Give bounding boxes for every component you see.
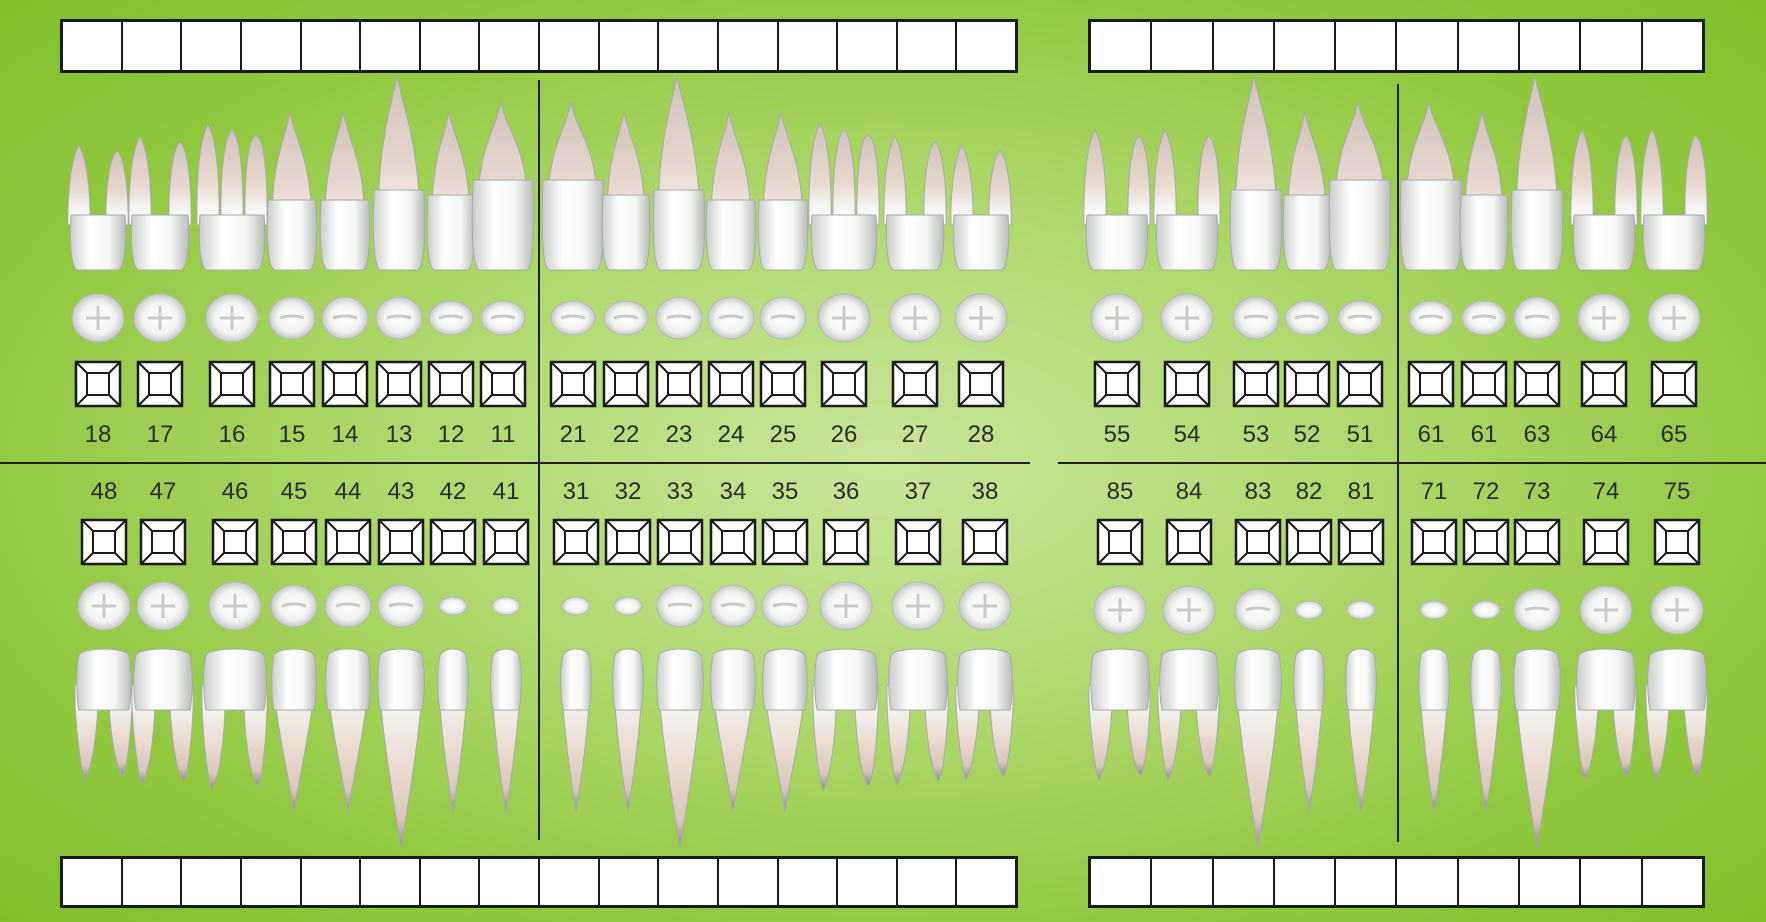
tooth-surface-box[interactable] <box>657 362 701 406</box>
tooth-number-label: 26 <box>830 421 858 448</box>
tooth-number-label: 15 <box>278 421 306 448</box>
tooth-number-label: 54 <box>1173 421 1201 448</box>
tooth-upper-primary[interactable] <box>1511 76 1563 339</box>
tooth-lower-primary[interactable] <box>1471 601 1502 812</box>
tooth-upper-primary[interactable] <box>1641 130 1707 342</box>
tooth-surface-box[interactable] <box>481 362 525 406</box>
tooth-lower-primary[interactable] <box>1158 586 1219 780</box>
tooth-surface-box[interactable] <box>1412 520 1456 564</box>
tooth-upper-permanent[interactable] <box>758 112 808 339</box>
tooth-surface-box[interactable] <box>658 520 702 564</box>
tooth-surface-box[interactable] <box>431 520 475 564</box>
tooth-lower-permanent[interactable] <box>657 585 704 848</box>
tooth-number-label: 35 <box>771 478 799 505</box>
tooth-number-label: 22 <box>612 421 640 448</box>
tooth-number-label: 75 <box>1663 478 1691 505</box>
tooth-upper-permanent[interactable] <box>68 145 128 342</box>
tooth-upper-permanent[interactable] <box>373 76 425 339</box>
tooth-upper-permanent[interactable] <box>472 102 534 335</box>
tooth-surface-box[interactable] <box>1339 520 1383 564</box>
tooth-surface-box[interactable] <box>606 520 650 564</box>
tooth-number-label: 27 <box>901 421 929 448</box>
tooth-lower-permanent[interactable] <box>75 582 132 780</box>
tooth-number-label: 24 <box>717 421 745 448</box>
tooth-upper-primary[interactable] <box>1329 102 1391 335</box>
tooth-surface-box[interactable] <box>323 362 367 406</box>
tooth-number-label: 82 <box>1295 478 1323 505</box>
tooth-surface-box[interactable] <box>1655 520 1699 564</box>
tooth-surface-box[interactable] <box>1287 520 1331 564</box>
tooth-upper-permanent[interactable] <box>320 112 370 339</box>
tooth-upper-primary[interactable] <box>1283 112 1331 335</box>
tooth-surface-box[interactable] <box>76 362 120 406</box>
tooth-lower-permanent[interactable] <box>762 585 808 812</box>
tooth-surface-box[interactable] <box>604 362 648 406</box>
tooth-surface-box[interactable] <box>272 520 316 564</box>
tooth-number-label: 51 <box>1346 421 1374 448</box>
tooth-surface-box[interactable] <box>377 362 421 406</box>
tooth-number-label: 17 <box>146 421 174 448</box>
tooth-number-label: 71 <box>1420 478 1448 505</box>
tooth-number-label: 44 <box>334 478 362 505</box>
tooth-lower-primary[interactable] <box>1235 589 1282 848</box>
tooth-number-label: 43 <box>387 478 415 505</box>
tooth-upper-primary[interactable] <box>1154 130 1220 342</box>
tooth-lower-permanent[interactable] <box>613 597 644 812</box>
tooth-number-label: 84 <box>1175 478 1203 505</box>
tooth-number-label: 13 <box>385 421 413 448</box>
tooth-lower-primary[interactable] <box>1419 601 1450 812</box>
tooth-surface-box[interactable] <box>326 520 370 564</box>
tooth-number-label: 85 <box>1106 478 1134 505</box>
tooth-surface-box[interactable] <box>429 362 473 406</box>
tooth-lower-permanent[interactable] <box>202 582 267 790</box>
tooth-number-label: 45 <box>280 478 308 505</box>
tooth-surface-box[interactable] <box>1515 362 1559 406</box>
tooth-number-label: 37 <box>904 478 932 505</box>
tooth-number-label: 18 <box>84 421 112 448</box>
tooth-upper-primary[interactable] <box>1460 112 1508 335</box>
tooth-surface-box[interactable] <box>763 520 807 564</box>
tooth-surface-box[interactable] <box>1167 520 1211 564</box>
tooth-surface-box[interactable] <box>270 362 314 406</box>
tooth-surface-box[interactable] <box>711 520 755 564</box>
tooth-surface-box[interactable] <box>761 362 805 406</box>
tooth-number-label: 14 <box>331 421 359 448</box>
tooth-surface-box[interactable] <box>822 362 866 406</box>
tooth-number-label: 34 <box>719 478 747 505</box>
tooth-upper-permanent[interactable] <box>602 112 650 335</box>
tooth-surface-box[interactable] <box>1409 362 1453 406</box>
tooth-upper-permanent[interactable] <box>427 112 475 335</box>
tooth-surface-box[interactable] <box>1652 362 1696 406</box>
tooth-number-label: 16 <box>218 421 246 448</box>
tooth-number-label: 23 <box>665 421 693 448</box>
tooth-lower-permanent[interactable] <box>438 597 469 812</box>
tooth-surface-box[interactable] <box>1464 520 1508 564</box>
tooth-surface-box[interactable] <box>1095 362 1139 406</box>
tooth-lower-primary[interactable] <box>1514 589 1561 848</box>
tooth-lower-permanent[interactable] <box>813 582 878 790</box>
tooth-upper-permanent[interactable] <box>267 112 317 339</box>
tooth-upper-permanent[interactable] <box>653 76 705 339</box>
tooth-number-label: 42 <box>439 478 467 505</box>
tooth-surface-box[interactable] <box>554 520 598 564</box>
tooth-number-label: 41 <box>492 478 520 505</box>
tooth-surface-box[interactable] <box>1462 362 1506 406</box>
tooth-number-label: 81 <box>1347 478 1375 505</box>
tooth-upper-permanent[interactable] <box>884 136 946 342</box>
tooth-lower-permanent[interactable] <box>956 582 1013 780</box>
tooth-lower-permanent[interactable] <box>710 585 756 812</box>
tooth-lower-permanent[interactable] <box>132 582 193 785</box>
tooth-number-label: 61 <box>1417 421 1445 448</box>
tooth-number-label: 73 <box>1523 478 1551 505</box>
tooth-surface-box[interactable] <box>893 362 937 406</box>
tooth-number-label: 65 <box>1660 421 1688 448</box>
tooth-lower-primary[interactable] <box>1294 601 1325 812</box>
tooth-lower-permanent[interactable] <box>887 582 948 785</box>
tooth-surface-box[interactable] <box>1098 520 1142 564</box>
tooth-upper-primary[interactable] <box>1571 130 1637 342</box>
tooth-surface-box[interactable] <box>1582 362 1626 406</box>
tooth-surface-box[interactable] <box>824 520 868 564</box>
tooth-number-label: 32 <box>614 478 642 505</box>
tooth-surface-box[interactable] <box>709 362 753 406</box>
tooth-number-label: 21 <box>559 421 587 448</box>
tooth-number-label: 83 <box>1244 478 1272 505</box>
tooth-lower-primary[interactable] <box>1646 586 1707 780</box>
tooth-number-label: 64 <box>1590 421 1618 448</box>
tooth-surface-box[interactable] <box>1515 520 1559 564</box>
tooth-upper-permanent[interactable] <box>809 124 879 342</box>
tooth-surface-box[interactable] <box>138 362 182 406</box>
tooth-number-label: 55 <box>1103 421 1131 448</box>
tooth-number-label: 72 <box>1472 478 1500 505</box>
tooth-surface-box[interactable] <box>141 520 185 564</box>
tooth-upper-permanent[interactable] <box>542 102 604 335</box>
tooth-upper-primary[interactable] <box>1084 130 1150 342</box>
tooth-surface-box[interactable] <box>1285 362 1329 406</box>
tooth-lower-permanent[interactable] <box>271 585 317 812</box>
tooth-number-label: 63 <box>1523 421 1551 448</box>
tooth-surface-box[interactable] <box>484 520 528 564</box>
tooth-upper-permanent[interactable] <box>951 145 1011 342</box>
tooth-surface-box[interactable] <box>213 520 257 564</box>
tooth-surface-box[interactable] <box>1165 362 1209 406</box>
tooth-surface-box[interactable] <box>82 520 126 564</box>
tooth-number-label: 53 <box>1242 421 1270 448</box>
tooth-surface-box[interactable] <box>210 362 254 406</box>
tooth-number-label: 12 <box>437 421 465 448</box>
tooth-number-label: 25 <box>769 421 797 448</box>
tooth-upper-primary[interactable] <box>1230 76 1282 339</box>
tooth-surface-box[interactable] <box>1234 362 1278 406</box>
tooth-surface-box[interactable] <box>379 520 423 564</box>
tooth-number-label: 33 <box>666 478 694 505</box>
tooth-surface-box[interactable] <box>963 520 1007 564</box>
tooth-lower-permanent[interactable] <box>325 585 371 812</box>
tooth-number-label: 38 <box>971 478 999 505</box>
tooth-lower-primary[interactable] <box>1346 601 1377 812</box>
tooth-number-label: 74 <box>1592 478 1620 505</box>
tooth-surface-box[interactable] <box>1236 520 1280 564</box>
tooth-surface-box[interactable] <box>1584 520 1628 564</box>
tooth-number-label: 52 <box>1293 421 1321 448</box>
tooth-lower-permanent[interactable] <box>561 597 592 812</box>
tooth-number-label: 31 <box>562 478 590 505</box>
tooth-surface-box[interactable] <box>551 362 595 406</box>
tooth-lower-permanent[interactable] <box>378 585 425 848</box>
tooth-number-label: 46 <box>221 478 249 505</box>
tooth-surface-box[interactable] <box>959 362 1003 406</box>
tooth-lower-primary[interactable] <box>1575 586 1636 780</box>
tooth-surface-box[interactable] <box>1338 362 1382 406</box>
tooth-number-label: 28 <box>967 421 995 448</box>
tooth-number-label: 48 <box>90 478 118 505</box>
tooth-number-label: 11 <box>490 421 516 448</box>
tooth-number-label: 61 <box>1470 421 1498 448</box>
tooth-surface-box[interactable] <box>896 520 940 564</box>
tooth-number-label: 47 <box>149 478 177 505</box>
tooth-lower-primary[interactable] <box>1089 586 1150 780</box>
tooth-upper-permanent[interactable] <box>129 136 191 342</box>
tooth-upper-primary[interactable] <box>1400 102 1462 335</box>
tooth-number-label: 36 <box>832 478 860 505</box>
tooth-upper-permanent[interactable] <box>706 112 756 339</box>
tooth-lower-permanent[interactable] <box>491 597 522 812</box>
tooth-upper-permanent[interactable] <box>197 124 267 342</box>
